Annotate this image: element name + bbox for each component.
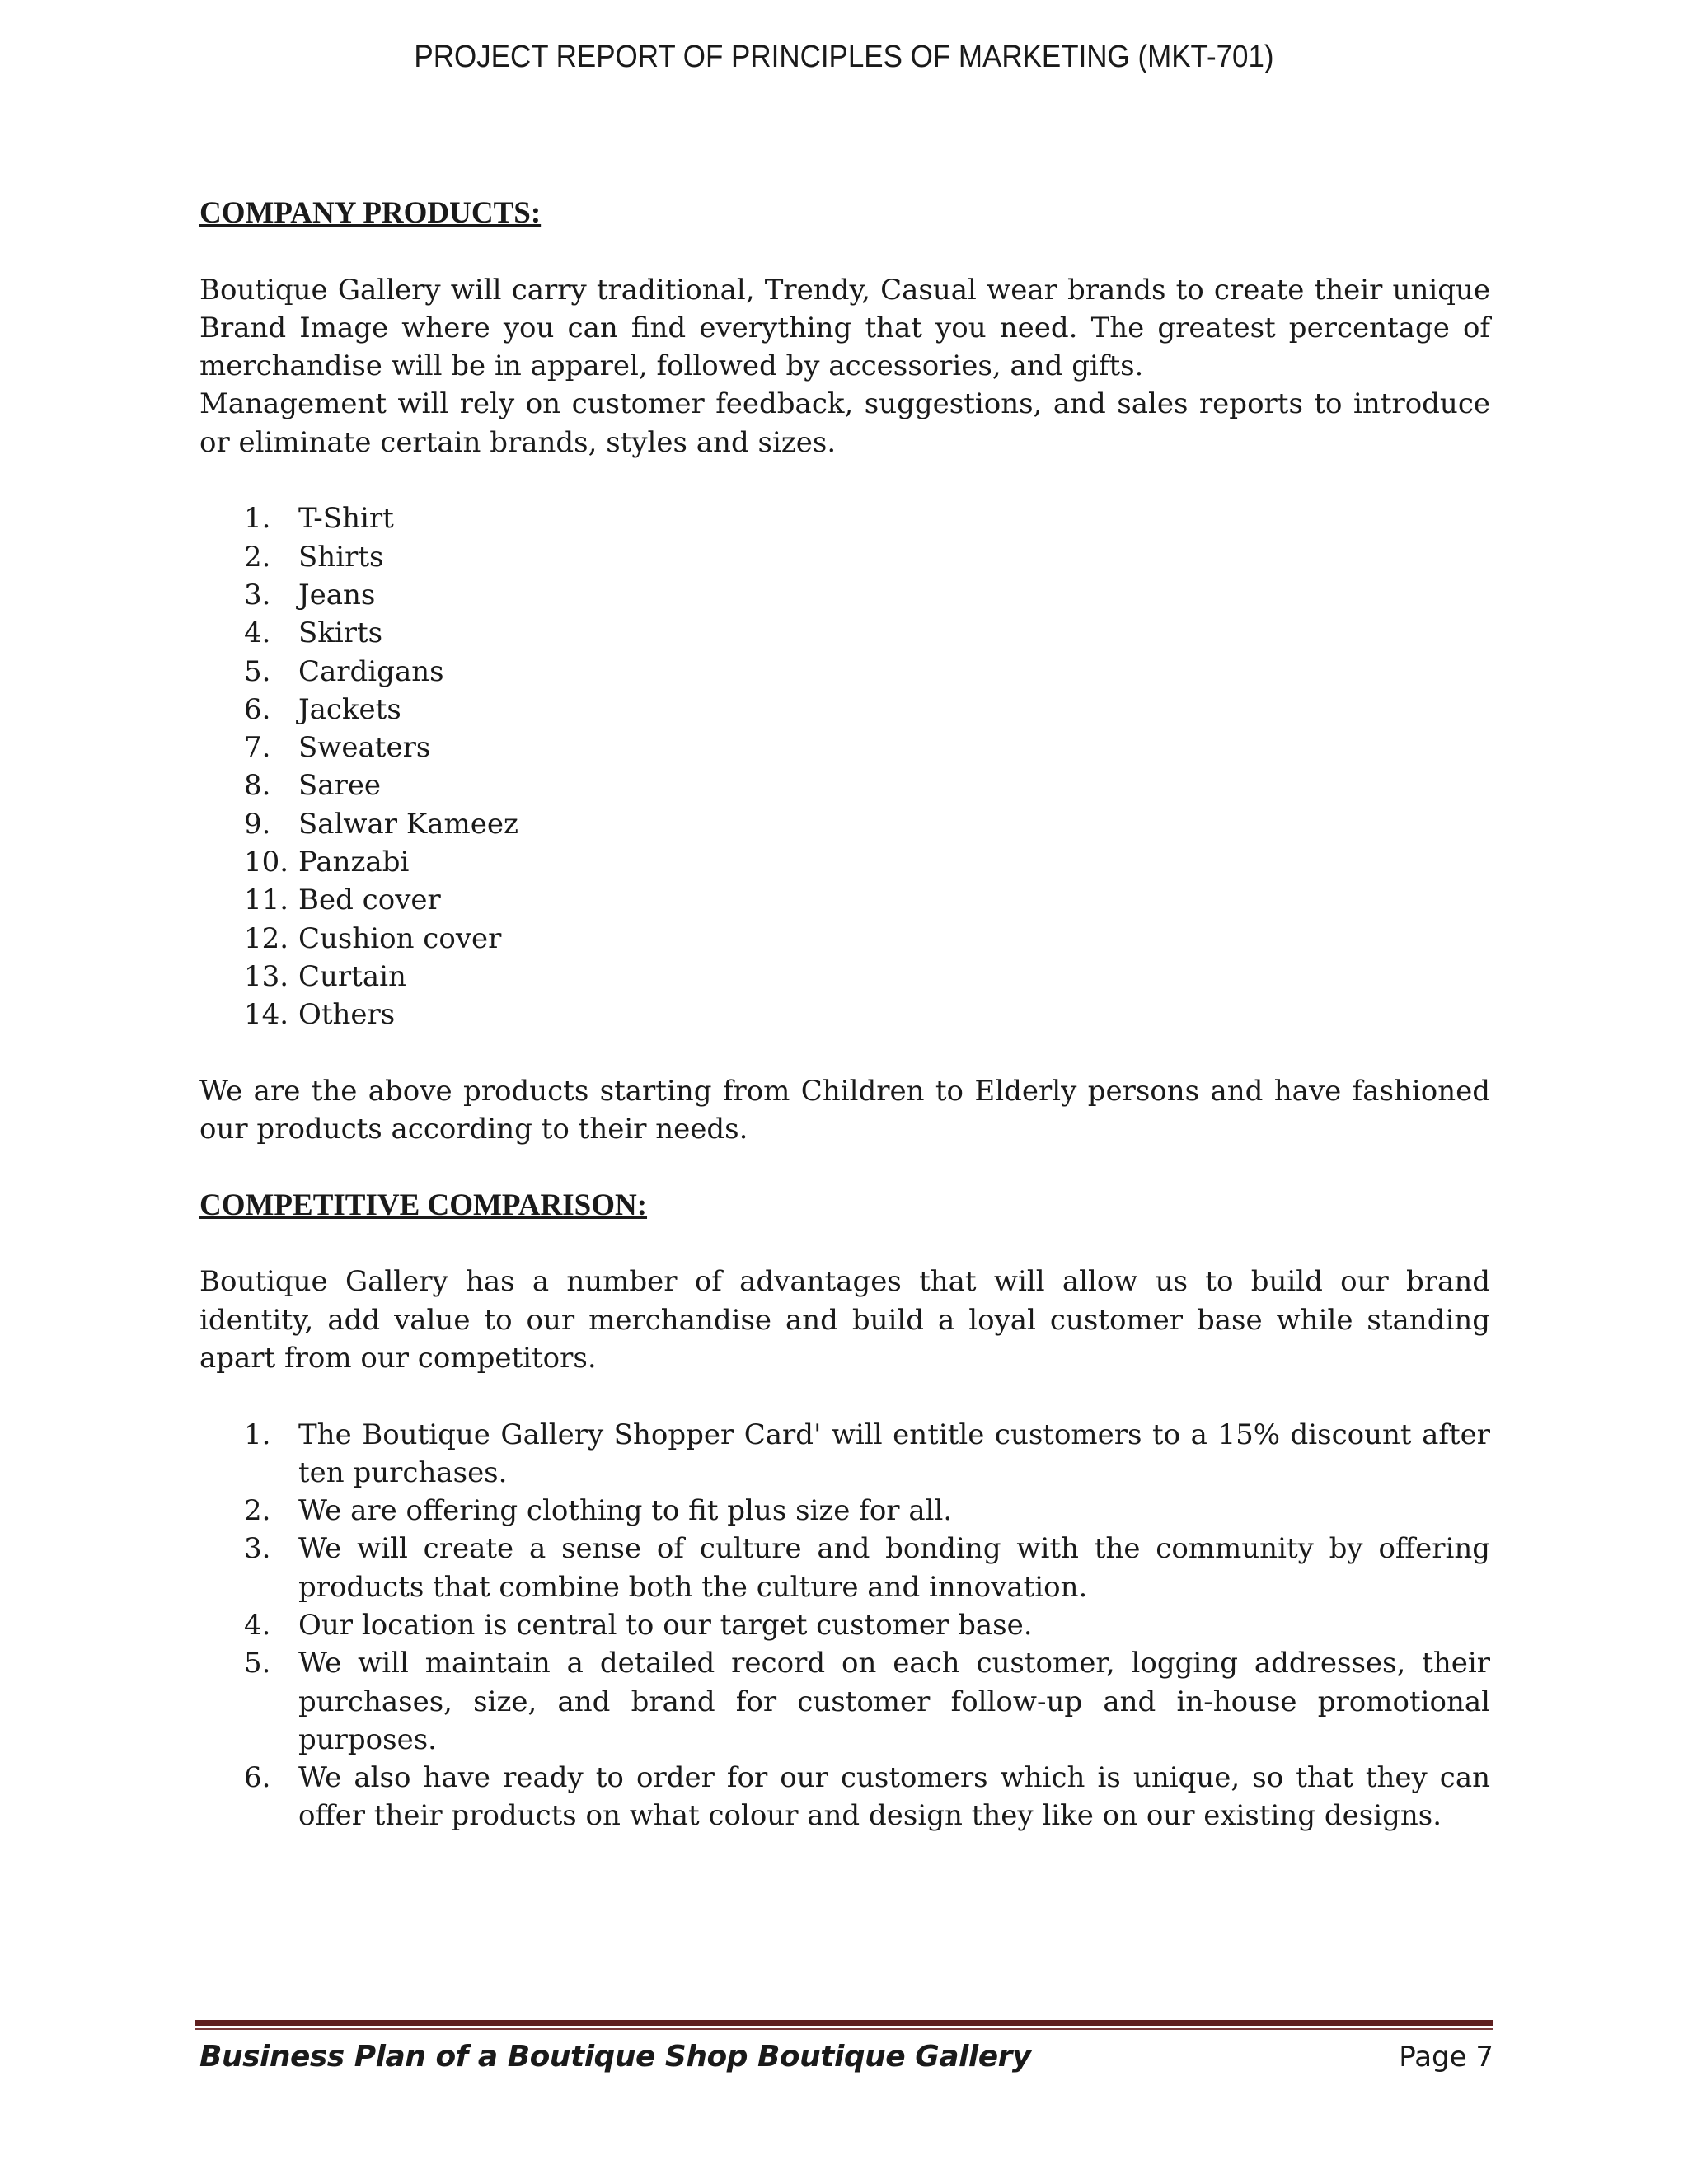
page-header: PROJECT REPORT OF PRINCIPLES OF MARKETING (MKT-701) [414, 40, 1274, 74]
page-number: Page 7 [1399, 2041, 1493, 2074]
list-number: 1. [244, 502, 271, 536]
list-number: 12. [244, 921, 289, 955]
competitive-heading: COMPETITIVE COMPARISON: [199, 1188, 648, 1222]
list-text: Bed cover [298, 883, 441, 917]
list-number: 2. [244, 540, 271, 574]
list-number: 11. [244, 883, 289, 917]
list-text: Shirts [298, 540, 384, 574]
products-paragraph-2: Management will rely on customer feedback, suggestions, and sales reports to introduce or eliminate certain brands, styles and sizes. [199, 387, 1490, 459]
list-number: 6. [244, 1761, 271, 1795]
list-text: Jeans [298, 578, 376, 612]
list-item [199, 1606, 1490, 1644]
list-item [199, 576, 1490, 614]
list-number: 10. [244, 846, 289, 879]
products-heading: COMPANY PRODUCTS: [199, 196, 542, 230]
list-text: Cardigans [298, 654, 444, 688]
list-number: 6. [244, 692, 271, 726]
list-text: We also have ready to order for our customers which is unique, so that they can offer their products on what colour and design they like on our existing designs. [298, 1761, 1490, 1833]
list-item [199, 1492, 1490, 1530]
spacer [199, 1148, 1490, 1186]
list-text: Cushion cover [298, 921, 502, 955]
list-text: Salwar Kameez [298, 807, 518, 841]
list-item [199, 881, 1490, 919]
products-closing-paragraph: We are the above products starting from Children to Elderly persons and have fashioned our products according to their needs. [199, 1074, 1490, 1146]
list-number: 5. [244, 1647, 271, 1680]
list-text: Panzabi [298, 846, 410, 879]
list-number: 9. [244, 807, 271, 841]
footer-divider-thin [195, 2028, 1493, 2030]
list-text: The Boutique Gallery Shopper Card' will entitle customers to a 15% discount after ten purchases. [298, 1418, 1490, 1489]
list-text: Sweaters [298, 731, 431, 765]
list-number: 14. [244, 998, 289, 1032]
competitive-intro-paragraph: Boutique Gallery has a number of advantages that will allow us to build our brand identity, add value to our merchandise and build a loyal customer base while standing apart from our competitors. [199, 1265, 1490, 1375]
list-item [199, 1416, 1490, 1493]
advantages-list [199, 1416, 1490, 1835]
list-number: 4. [244, 1608, 271, 1642]
list-text: Curtain [298, 959, 406, 993]
list-number: 7. [244, 731, 271, 765]
list-text: Our location is central to our target customer base. [298, 1608, 1033, 1642]
list-number: 3. [244, 578, 271, 612]
list-number: 8. [244, 769, 271, 803]
list-text: We are offering clothing to fit plus size for all. [298, 1494, 953, 1528]
list-item [199, 499, 1490, 537]
list-text: Saree [298, 769, 382, 803]
list-item [199, 1530, 1490, 1606]
list-item [199, 958, 1490, 996]
list-text: Jackets [298, 692, 401, 726]
list-text: Skirts [298, 616, 383, 650]
footer-title: Business Plan of a Boutique Shop Boutique Gallery [199, 2040, 1031, 2074]
list-item [199, 996, 1490, 1033]
list-number: 1. [244, 1418, 271, 1451]
spacer [199, 1034, 1490, 1072]
products-paragraph-1: Boutique Gallery will carry traditional, Trendy, Casual wear brands to create their unique Brand Image where you can find everything that you need. The greatest percentage of merchandise will be in apparel, followed by accessories, and gifts. [199, 273, 1490, 383]
document-body [199, 194, 1490, 1835]
list-item [199, 1759, 1490, 1835]
list-item [199, 805, 1490, 843]
list-item [199, 843, 1490, 881]
list-text: We will create a sense of culture and bonding with the community by offering products that combine both the culture and innovation. [298, 1532, 1490, 1604]
list-number: 3. [244, 1532, 271, 1566]
list-text: We will maintain a detailed record on each customer, logging addresses, their purchases, size, and brand for customer follow-up and in-house promotional purposes. [298, 1647, 1490, 1756]
list-text: Others [298, 998, 396, 1032]
spacer [199, 462, 1490, 499]
spacer [199, 1225, 1490, 1263]
spacer [199, 232, 1490, 270]
list-item [199, 920, 1490, 958]
list-item [199, 614, 1490, 652]
list-number: 4. [244, 616, 271, 650]
list-number: 2. [244, 1494, 271, 1528]
list-item [199, 1644, 1490, 1759]
list-number: 13. [244, 959, 289, 993]
list-item [199, 653, 1490, 691]
list-text: T-Shirt [298, 502, 394, 536]
list-item [199, 729, 1490, 766]
list-item [199, 691, 1490, 729]
products-list [199, 499, 1490, 1033]
list-number: 5. [244, 654, 271, 688]
list-item [199, 538, 1490, 576]
list-item [199, 766, 1490, 804]
spacer [199, 1377, 1490, 1415]
footer-divider [195, 2020, 1493, 2026]
